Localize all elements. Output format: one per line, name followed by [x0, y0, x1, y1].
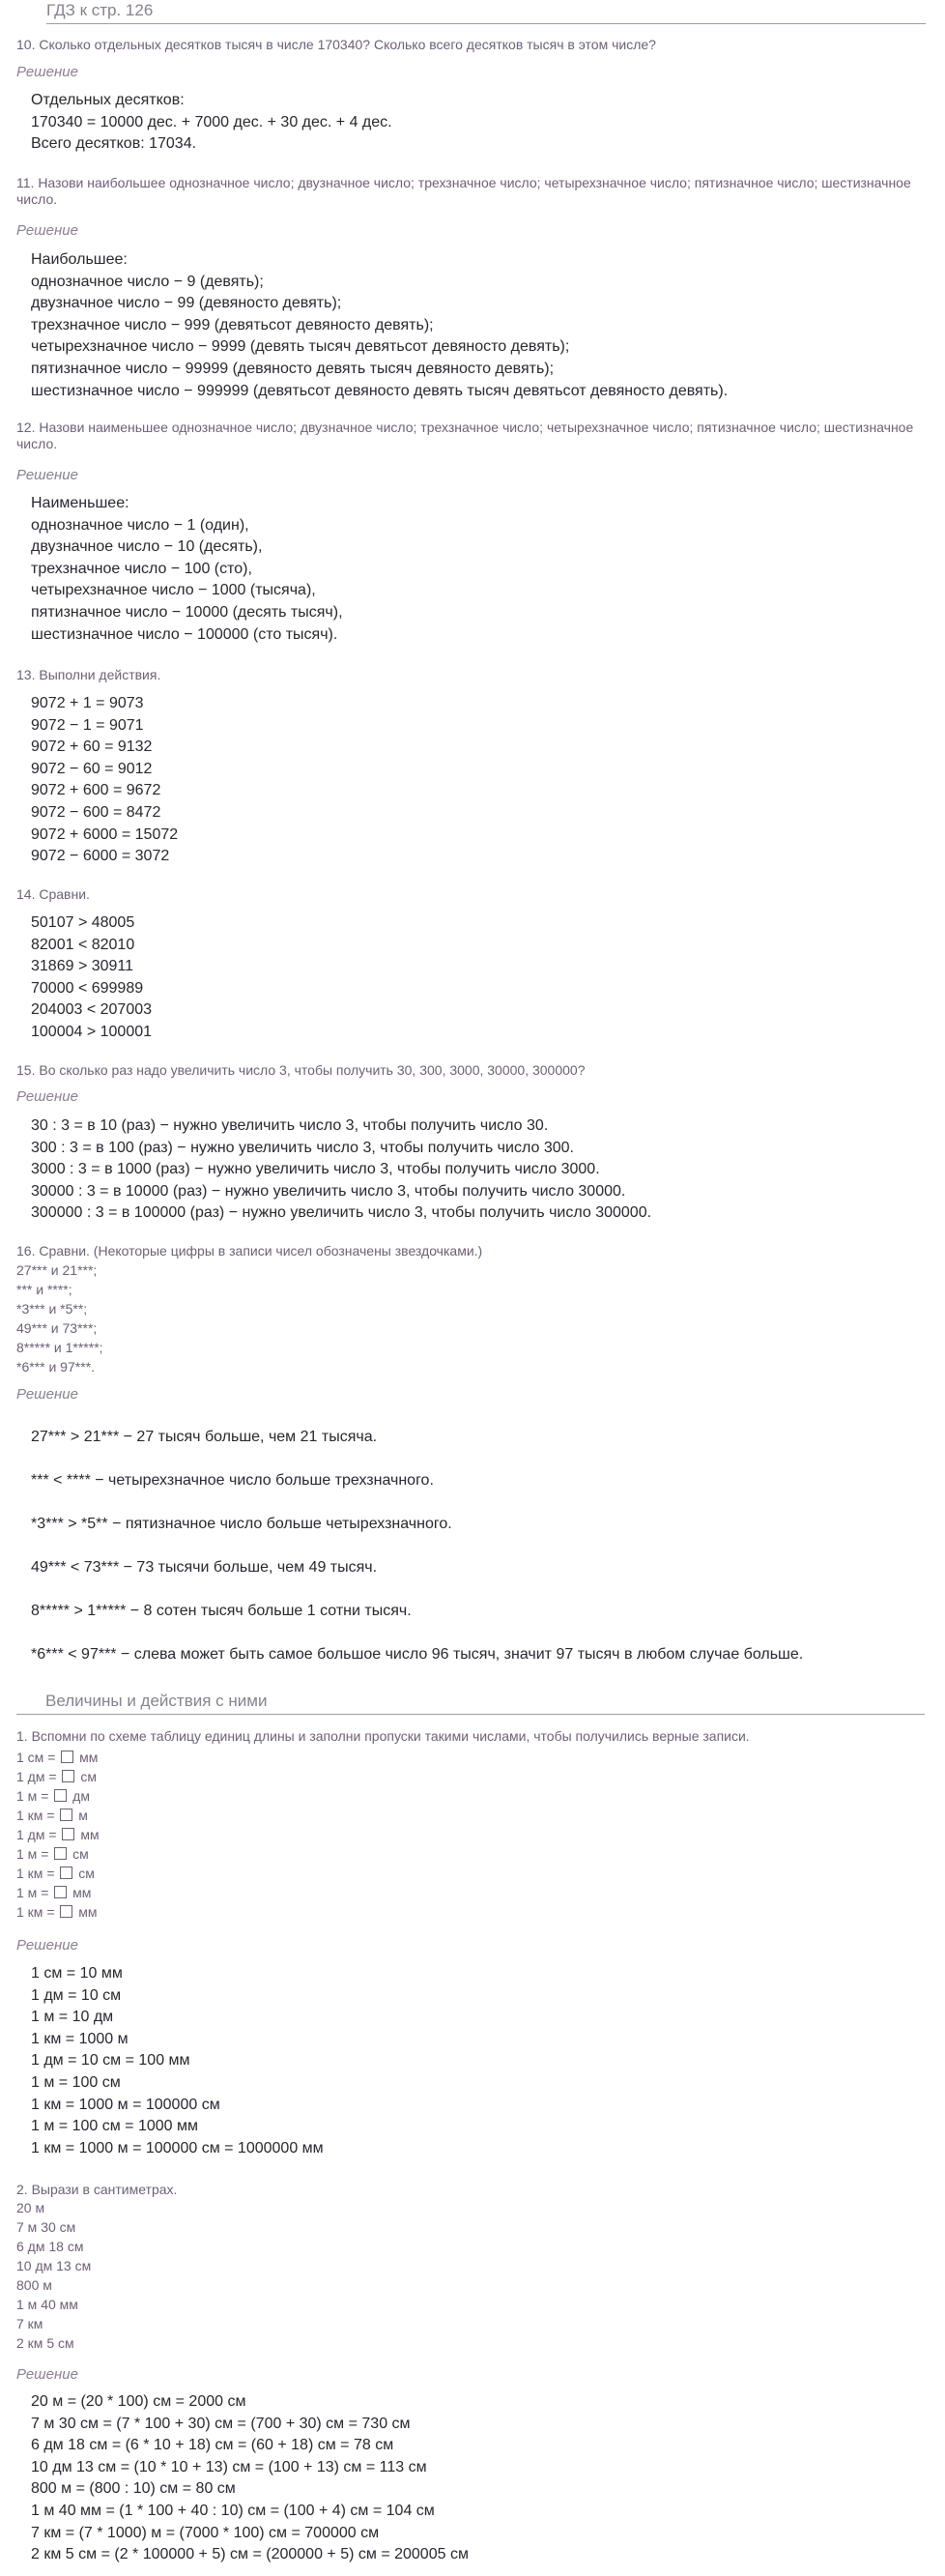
page-header [46, 0, 926, 24]
task-16-pairs [16, 1260, 103, 1376]
pair-item: *3*** и *5**; [16, 1301, 88, 1317]
answer-line: 1 дм = 10 см [31, 1986, 122, 2004]
pair-item: *6*** и 97***. [16, 1359, 95, 1375]
answer-line: 300000 : 3 = в 100000 (раз) − нужно увеличить число 3, чтобы получить число 300000. [31, 1204, 652, 1222]
task-13-question: 13. Выполни действия. [16, 667, 161, 682]
section-task-2-items [16, 2198, 91, 2353]
prompt-right: мм [80, 1827, 100, 1842]
prompt-item [16, 1767, 100, 1786]
answer-line: 9072 − 60 = 9012 [31, 760, 153, 777]
blank-box [54, 1789, 67, 1802]
answer-line: Отдельных десятков: [31, 92, 185, 108]
blank-box [62, 1770, 74, 1782]
answer-line: 20 м = (20 * 100) см = 2000 см [31, 2393, 246, 2410]
prompt-right: мм [72, 1885, 92, 1900]
task-16-answer [31, 1415, 803, 1676]
prompt-right: см [78, 1866, 95, 1881]
answer-line: шестизначное число − 999999 (девятьсот девяносто девять тысяч девятьсот девяносто девять). [31, 382, 729, 399]
prompt-right: дм [72, 1788, 90, 1804]
answer-line: 27*** > 21*** − 27 тысяч больше, чем 21 тысяча. [31, 1429, 378, 1445]
prompt-left: 1 км = [16, 1904, 55, 1920]
prompt-right: см [72, 1846, 89, 1862]
task-11-question: 11. Назови наибольшее однозначное число; двузначное число; трехзначное число; четырехзначное число; пятизначное число; шестизначное число. [16, 175, 911, 207]
task-10-solution-label: Решение [16, 64, 78, 80]
answer-line: 6 дм 18 см = (6 * 10 + 18) см = (60 + 18) см = 78 см [31, 2437, 394, 2454]
task-13-answer [31, 693, 178, 868]
prompt-right: см [80, 1769, 97, 1784]
section-task-2-question: 2. Вырази в сантиметрах. [16, 2182, 178, 2197]
answer-line: Наибольшее: [31, 251, 128, 268]
answer-line: 30000 : 3 = в 10000 (раз) − нужно увеличить число 3, чтобы получить число 30000. [31, 1182, 626, 1200]
answer-line: однозначное число − 9 (девять); [31, 273, 264, 290]
list-item: 7 км [16, 2316, 43, 2331]
pair-item: 8***** и 1*****; [16, 1340, 103, 1355]
prompt-right: мм [78, 1904, 98, 1920]
section-task-1-answer [31, 1963, 324, 2159]
prompt-item [16, 1786, 100, 1806]
answer-line: 9072 + 1 = 9073 [31, 695, 144, 711]
answer-line: 9072 − 600 = 8472 [31, 803, 161, 821]
list-item: 10 дм 13 см [16, 2258, 92, 2273]
answer-line: Всего десятков: 17034. [31, 135, 197, 153]
section-title: Величины и действия с ними [45, 1692, 268, 1710]
answer-line: *6*** < 97*** − слева может быть самое большое число 96 тысяч, значит 97 тысяч в любом случае больше. [31, 1646, 804, 1663]
answer-line: 50107 > 48005 [31, 914, 135, 931]
answer-line: 82001 < 82010 [31, 936, 135, 953]
section-task-1-solution-label: Решение [16, 1937, 78, 1954]
prompt-item [16, 1902, 100, 1922]
task-12-answer [31, 493, 343, 646]
answer-line: 800 м = (800 : 10) см = 80 см [31, 2480, 236, 2498]
blank-box [60, 1809, 72, 1821]
blank-box [61, 1751, 73, 1763]
prompt-left: 1 дм = [16, 1769, 57, 1784]
section-header [16, 1683, 925, 1715]
answer-line: однозначное число − 1 (один), [31, 516, 249, 534]
section-task-2-solution-label: Решение [16, 2366, 78, 2383]
prompt-left: 1 км = [16, 1866, 55, 1881]
answer-line: пятизначное число − 99999 (девяносто девять тысяч девяносто девять); [31, 360, 555, 377]
answer-line: четырехзначное число − 9999 (девять тысяч девятьсот девяносто девять); [31, 338, 570, 356]
task-11-answer [31, 249, 728, 402]
task-12-solution-label: Решение [16, 467, 78, 483]
prompt-item [16, 1748, 100, 1767]
answer-line: *** < **** − четырехзначное число больше трехзначного. [31, 1472, 434, 1489]
task-12-question: 12. Назови наименьшее однозначное число; двузначное число; трехзначное число; четырехзначное число; пятизначное число; шестизначное число. [16, 420, 914, 451]
answer-line: 7 км = (7 * 1000) м = (7000 * 100) см = 700000 см [31, 2524, 380, 2541]
prompt-left: 1 см = [16, 1750, 56, 1765]
answer-line: трехзначное число − 999 (девятьсот девяносто девять); [31, 316, 434, 333]
answer-line: 1 км = 1000 м [31, 2030, 129, 2047]
blank-box [54, 1847, 67, 1860]
answer-line: 170340 = 10000 дес. + 7000 дес. + 30 дес. + 4 дес. [31, 113, 392, 130]
task-10-question: 10. Сколько отдельных десятков тысяч в числе 170340? Сколько всего десятков тысяч в этом числе? [16, 37, 656, 52]
list-item: 800 м [16, 2277, 52, 2293]
prompt-item [16, 1806, 100, 1825]
list-item: 2 км 5 см [16, 2335, 74, 2351]
prompt-left: 1 км = [16, 1808, 55, 1823]
list-item: 20 м [16, 2200, 45, 2215]
answer-line: шестизначное число − 100000 (сто тысяч). [31, 625, 338, 643]
task-16-question: 16. Сравни. (Некоторые цифры в записи чисел обозначены звездочками.) [16, 1243, 483, 1259]
answer-line: пятизначное число − 10000 (десять тысяч), [31, 603, 343, 621]
prompt-item [16, 1844, 100, 1864]
list-item: 6 дм 18 см [16, 2239, 84, 2254]
answer-line: двузначное число − 10 (десять), [31, 538, 263, 556]
blank-box [60, 1905, 72, 1918]
prompt-item [16, 1864, 100, 1883]
answer-line: 9072 + 6000 = 15072 [31, 825, 179, 843]
answer-line: двузначное число − 99 (девяносто девять); [31, 295, 342, 312]
answer-line: 300 : 3 = в 100 (раз) − нужно увеличить число 3, чтобы получить число 300. [31, 1139, 574, 1156]
prompt-right: мм [79, 1750, 99, 1765]
prompt-left: 1 м = [16, 1846, 49, 1862]
answer-line: 49*** < 73*** − 73 тысячи больше, чем 49 тысяч. [31, 1559, 378, 1576]
answer-line: 9072 + 60 = 9132 [31, 738, 153, 756]
page-title: ГДЗ к стр. 126 [46, 1, 154, 19]
prompt-item [16, 1825, 100, 1844]
answer-line: 7 м 30 см = (7 * 100 + 30) см = (700 + 30) см = 730 см [31, 2415, 411, 2432]
answer-line: 1 м 40 мм = (1 * 100 + 40 : 10) см = (100 + 4) см = 104 см [31, 2502, 435, 2519]
list-item: 7 м 30 см [16, 2219, 76, 2235]
answer-line: 70000 < 699989 [31, 979, 144, 997]
task-16-solution-label: Решение [16, 1386, 78, 1403]
answer-line: 9072 + 600 = 9672 [31, 782, 161, 799]
answer-line: четырехзначное число − 1000 (тысяча), [31, 582, 316, 599]
blank-box [60, 1867, 72, 1879]
section-task-1-prompts [16, 1748, 100, 1922]
task-15-answer [31, 1115, 651, 1225]
section-task-1-question: 1. Вспомни по схеме таблицу единиц длины и заполни пропуски такими числами, чтобы получились верные записи. [16, 1728, 750, 1744]
prompt-left: 1 м = [16, 1788, 49, 1804]
answer-line: 31869 > 30911 [31, 958, 134, 975]
answer-line: 204003 < 207003 [31, 1001, 153, 1019]
answer-line: 9072 − 6000 = 3072 [31, 848, 170, 865]
blank-box [62, 1828, 74, 1840]
task-10-answer [31, 90, 392, 156]
answer-line: Наименьшее: [31, 495, 129, 511]
answer-line: 100004 > 100001 [31, 1023, 153, 1040]
section-task-2-answer [31, 2391, 469, 2566]
answer-line: 1 дм = 10 см = 100 мм [31, 2052, 190, 2069]
prompt-left: 1 м = [16, 1885, 49, 1900]
answer-line: трехзначное число − 100 (сто), [31, 560, 252, 577]
answer-line: 1 м = 10 дм [31, 2009, 114, 2026]
prompt-right: м [78, 1808, 88, 1823]
answer-line: *3*** > *5** − пятизначное число больше четырехзначного. [31, 1516, 452, 1532]
answer-line: 10 дм 13 см = (10 * 10 + 13) см = (100 + 13) см = 113 см [31, 2458, 427, 2475]
answer-line: 1 км = 1000 м = 100000 см = 1000000 мм [31, 2139, 324, 2156]
answer-line: 1 км = 1000 м = 100000 см [31, 2096, 220, 2113]
answer-line: 2 км 5 см = (2 * 100000 + 5) см = (200000 + 5) см = 200005 см [31, 2546, 469, 2563]
answer-line: 9072 − 1 = 9071 [31, 716, 144, 734]
pair-item: 27*** и 21***; [16, 1262, 98, 1278]
answer-line: 1 м = 100 см [31, 2073, 121, 2091]
pair-item: *** и ****; [16, 1282, 72, 1297]
answer-line: 1 см = 10 мм [31, 1965, 123, 1982]
answer-line: 30 : 3 = в 10 (раз) − нужно увеличить число 3, чтобы получить число 30. [31, 1117, 549, 1134]
prompt-item [16, 1883, 100, 1902]
task-14-answer [31, 912, 152, 1044]
answer-line: 3000 : 3 = в 1000 (раз) − нужно увеличить число 3, чтобы получить число 3000. [31, 1161, 600, 1178]
list-item: 1 м 40 мм [16, 2297, 78, 2312]
answer-line: 1 м = 100 см = 1000 мм [31, 2118, 198, 2135]
prompt-left: 1 дм = [16, 1827, 57, 1842]
pair-item: 49*** и 73***; [16, 1320, 98, 1336]
answer-line: 8***** > 1***** − 8 сотен тысяч больше 1 сотни тысяч. [31, 1603, 412, 1619]
blank-box [54, 1886, 67, 1898]
task-14-question: 14. Сравни. [16, 886, 90, 902]
task-15-solution-label: Решение [16, 1088, 78, 1105]
task-11-solution-label: Решение [16, 222, 78, 239]
task-15-question: 15. Во сколько раз надо увеличить число 3, чтобы получить 30, 300, 3000, 30000, 300000? [16, 1062, 586, 1078]
